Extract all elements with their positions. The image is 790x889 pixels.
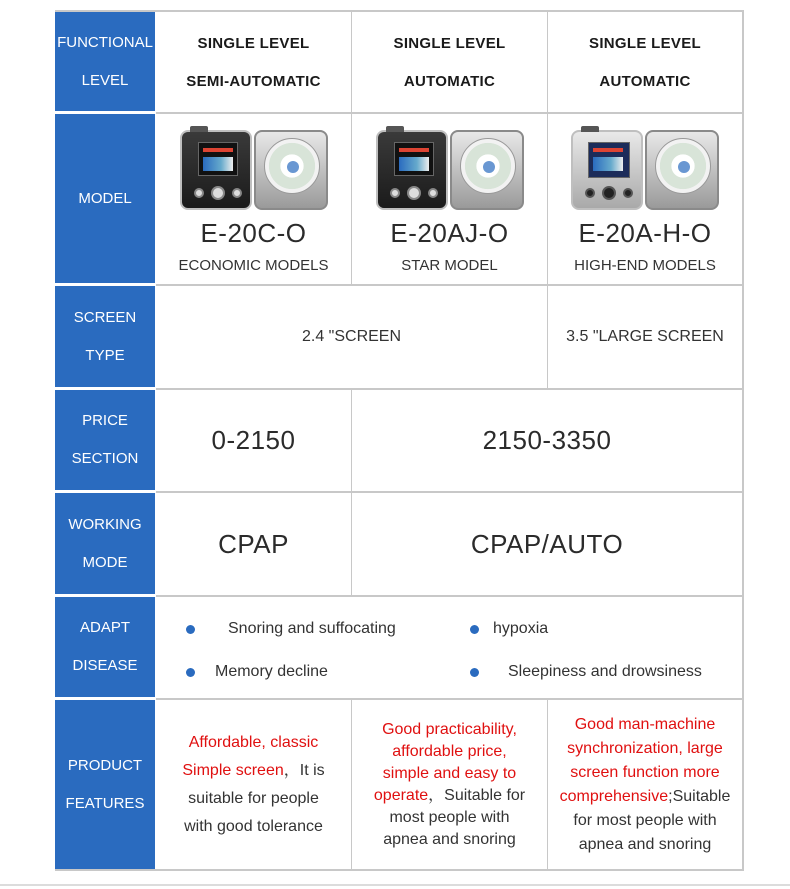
feature-text: Suitable for <box>444 786 526 804</box>
feature-text: for most people with <box>573 811 717 829</box>
row-header-working-mode <box>55 493 155 596</box>
model-col-3 <box>548 114 742 284</box>
header-line: FEATURES <box>65 794 145 812</box>
level-line: SEMI-AUTOMATIC <box>186 72 321 90</box>
price-value: 2150-3350 <box>482 425 612 455</box>
feature-highlight: screen function more <box>570 763 720 781</box>
features-text <box>560 713 731 857</box>
feature-highlight: Good man-machine <box>574 715 716 733</box>
disease-item: Memory decline <box>215 663 328 680</box>
model-tier: STAR MODEL <box>401 257 498 274</box>
model-code: E-20A-H-O <box>578 218 712 248</box>
bullet-icon <box>186 625 195 634</box>
feature-highlight: Affordable, classic <box>188 733 319 751</box>
feature-text: apnea and snoring <box>578 835 712 853</box>
cpap-device-image <box>376 126 524 214</box>
row-header-adapt-disease <box>55 597 155 699</box>
feature-highlight: Simple screen <box>182 761 284 779</box>
bullet-icon <box>470 668 479 677</box>
model-tier: ECONOMIC MODELS <box>178 257 329 274</box>
device-illustration <box>180 126 328 210</box>
price-value: 0-2150 <box>211 425 296 455</box>
header-line: PRODUCT <box>67 756 143 774</box>
row-header-screen-type <box>55 286 155 389</box>
features-col-1 <box>156 700 351 869</box>
feature-highlight: Good practicability, <box>382 720 517 738</box>
column-divider <box>351 389 352 597</box>
model-code: E-20C-O <box>200 218 307 248</box>
feature-highlight: operate <box>373 786 429 804</box>
header-line: ADAPT <box>79 619 130 636</box>
column-divider <box>351 699 352 870</box>
disease-item: hypoxia <box>493 620 549 637</box>
header-line: MODEL <box>78 189 132 207</box>
device-illustration <box>376 126 524 210</box>
screen-type-large <box>548 286 742 388</box>
feature-text: Suitable <box>672 787 731 805</box>
functional-level-col-2 <box>352 12 547 113</box>
bullet-icon <box>470 625 479 634</box>
features-text <box>374 719 525 851</box>
disease-item: Snoring and suffocating <box>228 620 396 637</box>
working-mode-basic <box>156 493 351 595</box>
level-line: AUTOMATIC <box>599 72 691 90</box>
column-divider <box>547 699 548 870</box>
row-header-model <box>55 114 155 285</box>
header-line: SECTION <box>71 450 139 467</box>
level-line: SINGLE LEVEL <box>197 34 310 52</box>
feature-highlight: synchronization, large <box>567 739 723 757</box>
features-text <box>182 729 324 841</box>
feature-separator: ， <box>283 761 300 779</box>
row-header-product-features <box>55 700 155 869</box>
cpap-device-image <box>571 126 719 214</box>
header-line: FUNCTIONAL <box>57 33 153 51</box>
bullet-icon <box>186 668 195 677</box>
level-line: SINGLE LEVEL <box>393 34 506 52</box>
working-mode-value: CPAP/AUTO <box>470 528 624 559</box>
disease-item: Sleepiness and drowsiness <box>508 663 702 680</box>
header-line: SCREEN <box>73 308 137 326</box>
functional-level-col-1 <box>156 12 351 113</box>
working-mode-value: CPAP <box>218 528 289 559</box>
device-illustration <box>571 126 719 210</box>
level-line: SINGLE LEVEL <box>589 34 701 52</box>
level-line: AUTOMATIC <box>403 72 496 90</box>
header-line: LEVEL <box>81 71 129 89</box>
table-border-bottom <box>55 869 743 871</box>
price-low <box>156 390 351 491</box>
screen-type-value: 2.4 "SCREEN <box>301 328 402 345</box>
price-high <box>352 390 742 491</box>
table-border-right <box>742 10 744 871</box>
adapt-disease-list <box>156 597 742 698</box>
model-code: E-20AJ-O <box>390 218 509 248</box>
feature-text: It is <box>299 761 325 779</box>
header-line: TYPE <box>85 346 125 364</box>
feature-text: suitable for people <box>188 789 319 807</box>
row-header-functional-level <box>55 12 155 113</box>
column-divider <box>351 12 352 285</box>
feature-text: with good tolerance <box>184 817 323 835</box>
working-mode-auto <box>352 493 742 595</box>
feature-highlight: affordable price, <box>392 742 507 760</box>
cpap-device-image <box>180 126 328 214</box>
model-col-2 <box>352 114 547 284</box>
screen-type-value: 3.5 "LARGE SCREEN <box>566 328 724 345</box>
feature-separator: ; <box>668 787 673 805</box>
row-header-price-section <box>55 390 155 492</box>
header-line: WORKING <box>68 515 142 533</box>
feature-separator: ， <box>428 786 445 804</box>
model-tier: HIGH-END MODELS <box>574 257 716 274</box>
page-bottom-rule <box>0 884 790 886</box>
feature-text: most people with <box>389 808 510 826</box>
feature-text: apnea and snoring <box>383 830 516 848</box>
screen-type-standard <box>156 286 547 388</box>
feature-highlight: simple and easy to <box>382 764 517 782</box>
features-col-2 <box>352 700 547 869</box>
feature-highlight: comprehensive <box>559 787 669 805</box>
header-line: DISEASE <box>72 657 138 674</box>
header-line: MODE <box>82 553 128 571</box>
model-col-1 <box>156 114 351 284</box>
features-col-3 <box>548 700 742 869</box>
column-divider <box>547 12 548 389</box>
functional-level-col-3 <box>548 12 742 113</box>
header-line: PRICE <box>82 412 128 429</box>
